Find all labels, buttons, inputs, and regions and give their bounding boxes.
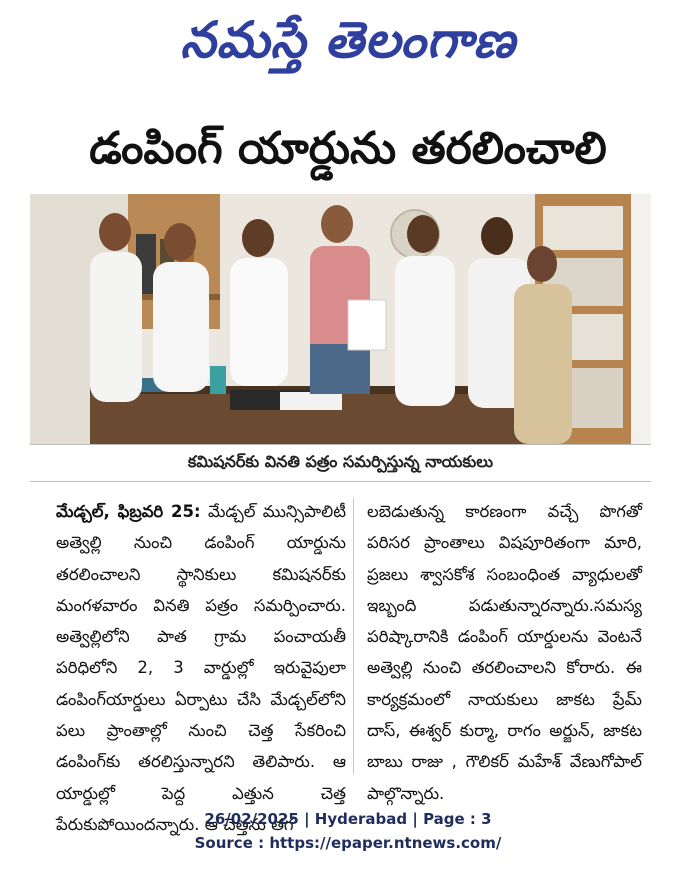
photo-caption-bar <box>30 444 651 482</box>
article-body-right-text: లబెడుతున్న కారణంగా వచ్చే పొగతో పరిసర ప్రాంతాలు విషపూరితంగా మారి, ప్రజలు శ్వాసకోశ సంబంధింత వ్యాధులతో ఇబ్బంది పడుతున్నారన్నారు.సమస్య పరిష్కారానికి డంపింగ్ యార్డులను వెంటనే అత్వెల్లి నుంచి తరలించాలని కోరారు. ఈ కార్యక్రమంలో నాయకులు జాకట ప్రేమ్ దాస్, ఈశ్వర్ కుర్మా, రాగం అర్జున్, జాకట బాబు రాజు , గౌలికర్ మహేశ్ వేణుగోపాల్ పాల్గొన్నారు. <box>367 502 642 803</box>
column-divider <box>353 498 354 774</box>
article-body-right-column <box>367 496 642 809</box>
article-body-left-column <box>56 496 346 840</box>
article-photo <box>30 194 651 444</box>
footer-date-line: 26/02/2025 | Hyderabad | Page : 3 <box>204 810 492 828</box>
photo-caption: కమిషనర్‌కు వినతి పత్రం సమర్పిస్తున్న నాయకులు <box>187 451 494 471</box>
newspaper-masthead: నమస్తే తెలంగాణ <box>180 11 516 69</box>
article-dateline: మేడ్చల్, ఫిబ్రవరి 25: <box>56 502 201 521</box>
article-body-left-text: మేడ్చల్ మున్సిపాలిటీ అత్వెల్లి నుంచి డంపింగ్ యార్డును తరలించాలని స్థానికులు కమిషనర్‌కు మంగళవారం వినతి పత్రం సమర్పించారు. అత్వెల్లిలోని పాత గ్రామ పంచాయతీ పరిధిలోని 2, 3 వార్డుల్లో ఇరువైపులా డంపింగ్‌యార్డులు ఏర్పాటు చేసి మేడ్చల్‌లోని పలు ప్రాంతాల్లో నుంచి చెత్త సేకరించి డంపింగ్‌కు తరలిస్తున్నారని తెలిపారు. ఆ యార్డుల్లో పెద్ద ఎత్తున చెత్త పేరుకుపోయిందన్నారు. ఆ చెత్తను తగ <box>56 502 346 834</box>
article-headline: డంపింగ్ యార్డును తరలించాలి <box>89 123 607 174</box>
footer-source-line: Source : https://epaper.ntnews.com/ <box>194 834 502 852</box>
